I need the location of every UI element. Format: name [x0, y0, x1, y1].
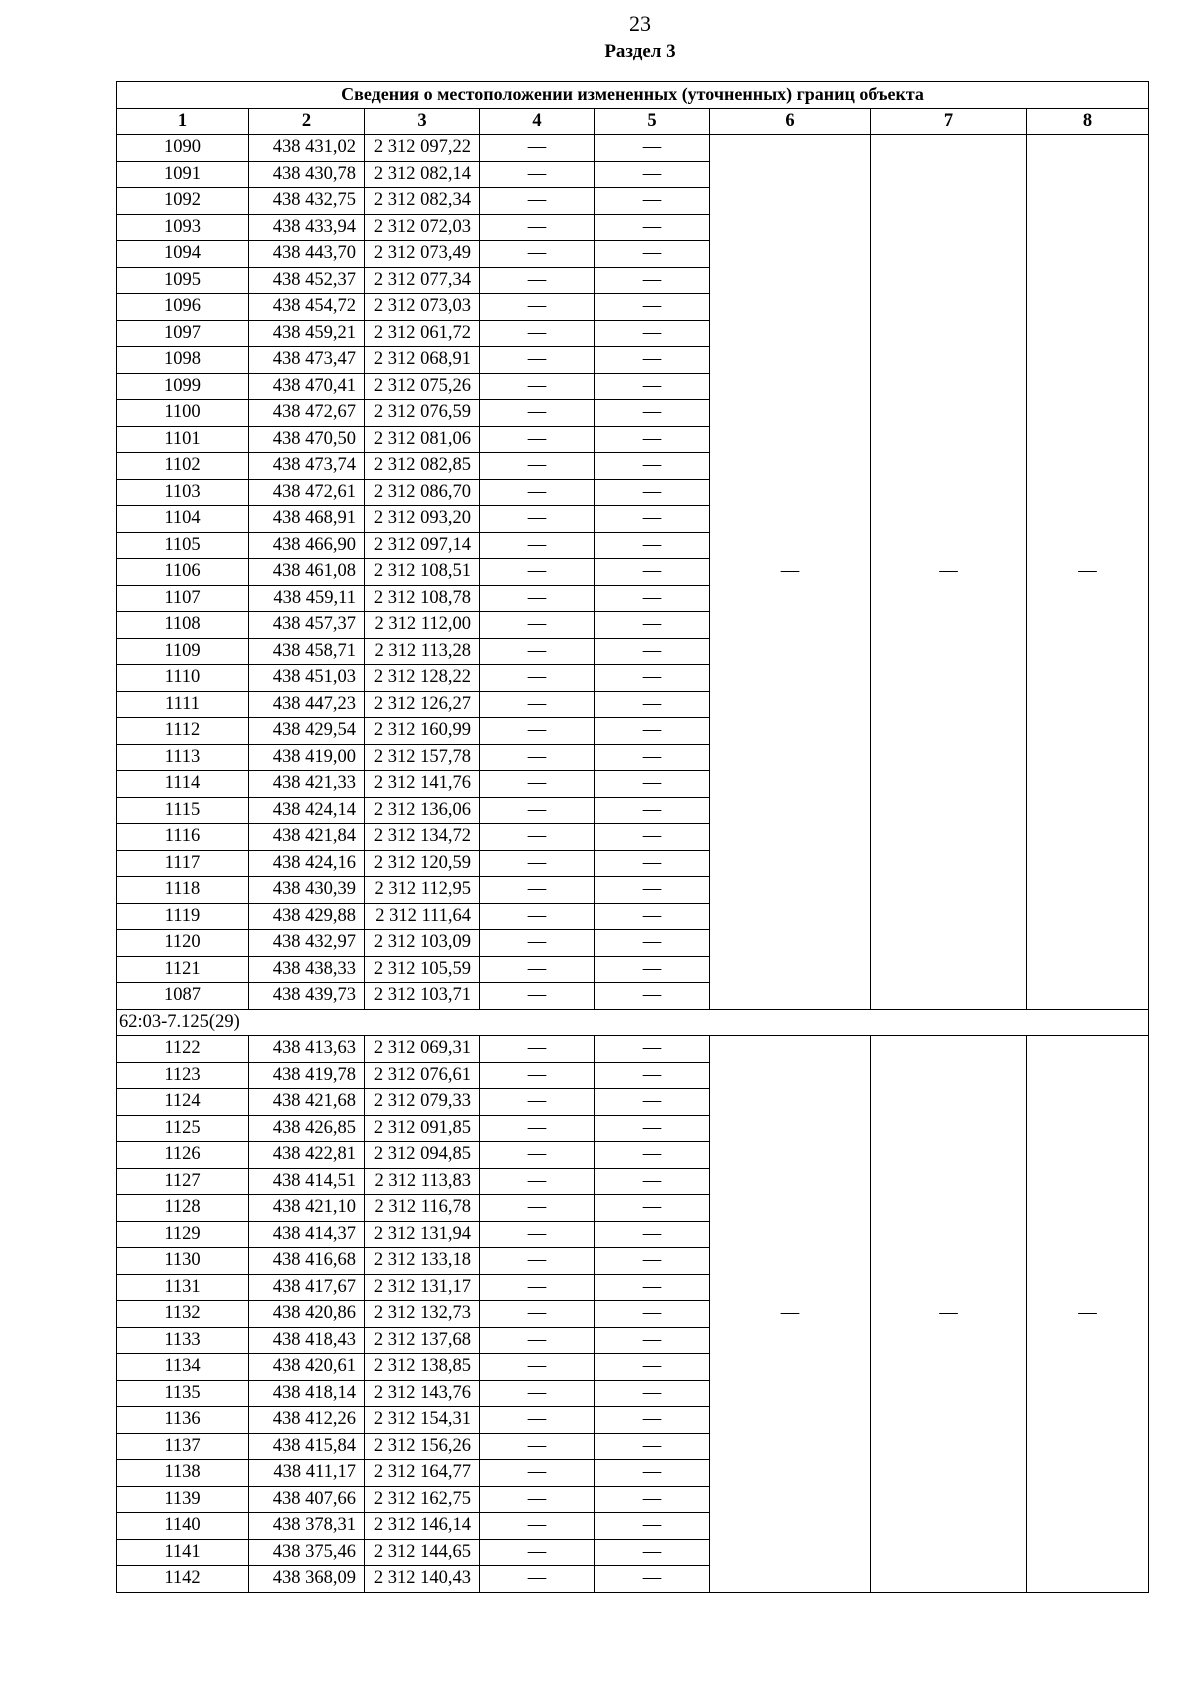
empty-value-dash: — [595, 665, 710, 692]
point-number: 1136 [117, 1407, 249, 1434]
merged-empty-value-dash: — [1027, 135, 1149, 1010]
coordinate-y: 2 312 103,71 [365, 983, 480, 1010]
coordinate-x: 438 421,33 [249, 771, 365, 798]
point-number: 1098 [117, 347, 249, 374]
coordinate-y: 2 312 134,72 [365, 824, 480, 851]
point-number: 1139 [117, 1486, 249, 1513]
coordinate-y: 2 312 073,49 [365, 241, 480, 268]
point-number: 1126 [117, 1142, 249, 1169]
empty-value-dash: — [595, 903, 710, 930]
point-number: 1107 [117, 585, 249, 612]
coordinate-y: 2 312 091,85 [365, 1115, 480, 1142]
coordinate-x: 438 431,02 [249, 135, 365, 162]
coordinate-x: 438 407,66 [249, 1486, 365, 1513]
coordinate-y: 2 312 131,17 [365, 1274, 480, 1301]
coordinate-x: 438 424,14 [249, 797, 365, 824]
empty-value-dash: — [595, 983, 710, 1010]
empty-value-dash: — [480, 1036, 595, 1063]
coordinate-x: 438 413,63 [249, 1036, 365, 1063]
coordinate-y: 2 312 143,76 [365, 1380, 480, 1407]
coordinate-y: 2 312 093,20 [365, 506, 480, 533]
coordinate-y: 2 312 113,83 [365, 1168, 480, 1195]
point-number: 1138 [117, 1460, 249, 1487]
coordinate-y: 2 312 154,31 [365, 1407, 480, 1434]
empty-value-dash: — [480, 1221, 595, 1248]
empty-value-dash: — [595, 585, 710, 612]
column-header: 3 [365, 108, 480, 135]
empty-value-dash: — [595, 506, 710, 533]
coordinate-x: 438 457,37 [249, 612, 365, 639]
empty-value-dash: — [480, 161, 595, 188]
coordinate-x: 438 433,94 [249, 214, 365, 241]
empty-value-dash: — [595, 877, 710, 904]
empty-value-dash: — [595, 612, 710, 639]
coordinate-y: 2 312 082,34 [365, 188, 480, 215]
empty-value-dash: — [595, 426, 710, 453]
empty-value-dash: — [595, 1036, 710, 1063]
empty-value-dash: — [480, 1354, 595, 1381]
point-number: 1121 [117, 956, 249, 983]
empty-value-dash: — [480, 585, 595, 612]
empty-value-dash: — [480, 1327, 595, 1354]
coordinate-y: 2 312 105,59 [365, 956, 480, 983]
coordinate-x: 438 414,37 [249, 1221, 365, 1248]
coordinate-x: 438 420,61 [249, 1354, 365, 1381]
empty-value-dash: — [480, 400, 595, 427]
point-number: 1109 [117, 638, 249, 665]
coordinate-y: 2 312 072,03 [365, 214, 480, 241]
coordinate-y: 2 312 116,78 [365, 1195, 480, 1222]
empty-value-dash: — [480, 612, 595, 639]
coordinate-y: 2 312 126,27 [365, 691, 480, 718]
coordinate-y: 2 312 156,26 [365, 1433, 480, 1460]
empty-value-dash: — [480, 1089, 595, 1116]
point-number: 1129 [117, 1221, 249, 1248]
coordinate-x: 438 429,88 [249, 903, 365, 930]
empty-value-dash: — [480, 956, 595, 983]
empty-value-dash: — [480, 241, 595, 268]
section-title: Раздел 3 [604, 41, 676, 62]
empty-value-dash: — [595, 1115, 710, 1142]
coordinate-x: 438 432,75 [249, 188, 365, 215]
table-row [117, 135, 1149, 162]
page-number: 23 [629, 11, 651, 36]
empty-value-dash: — [595, 400, 710, 427]
merged-empty-value-dash: — [871, 1036, 1027, 1593]
empty-value-dash: — [595, 214, 710, 241]
column-header: 7 [871, 108, 1027, 135]
column-header: 4 [480, 108, 595, 135]
coordinate-x: 438 447,23 [249, 691, 365, 718]
coordinate-y: 2 312 112,00 [365, 612, 480, 639]
empty-value-dash: — [480, 135, 595, 162]
coordinate-y: 2 312 137,68 [365, 1327, 480, 1354]
coordinate-y: 2 312 164,77 [365, 1460, 480, 1487]
empty-value-dash: — [595, 1460, 710, 1487]
coordinate-x: 438 426,85 [249, 1115, 365, 1142]
empty-value-dash: — [480, 1115, 595, 1142]
empty-value-dash: — [595, 1195, 710, 1222]
empty-value-dash: — [480, 1513, 595, 1540]
point-number: 1112 [117, 718, 249, 745]
empty-value-dash: — [595, 347, 710, 374]
point-number: 1115 [117, 797, 249, 824]
empty-value-dash: — [480, 1566, 595, 1593]
coordinate-x: 438 411,17 [249, 1460, 365, 1487]
coordinate-x: 438 432,97 [249, 930, 365, 957]
empty-value-dash: — [595, 1248, 710, 1275]
coordinate-y: 2 312 079,33 [365, 1089, 480, 1116]
empty-value-dash: — [480, 1486, 595, 1513]
coordinate-x: 438 430,39 [249, 877, 365, 904]
empty-value-dash: — [480, 506, 595, 533]
coordinate-y: 2 312 076,59 [365, 400, 480, 427]
coordinate-x: 438 416,68 [249, 1248, 365, 1275]
empty-value-dash: — [480, 1142, 595, 1169]
empty-value-dash: — [480, 559, 595, 586]
coordinate-y: 2 312 112,95 [365, 877, 480, 904]
column-number-row [117, 108, 1149, 135]
point-number: 1116 [117, 824, 249, 851]
coordinate-x: 438 421,84 [249, 824, 365, 851]
boundary-coordinates-table [116, 81, 1149, 1593]
empty-value-dash: — [595, 1142, 710, 1169]
empty-value-dash: — [480, 1460, 595, 1487]
parcel-number-label: 62:03-7.125(29) [117, 1009, 1149, 1036]
empty-value-dash: — [595, 1221, 710, 1248]
point-number: 1091 [117, 161, 249, 188]
coordinate-x: 438 451,03 [249, 665, 365, 692]
point-number: 1133 [117, 1327, 249, 1354]
empty-value-dash: — [595, 479, 710, 506]
empty-value-dash: — [480, 1433, 595, 1460]
empty-value-dash: — [480, 1539, 595, 1566]
empty-value-dash: — [595, 1089, 710, 1116]
column-header: 8 [1027, 108, 1149, 135]
table-row [117, 1036, 1149, 1063]
empty-value-dash: — [480, 347, 595, 374]
empty-value-dash: — [480, 983, 595, 1010]
coordinate-y: 2 312 120,59 [365, 850, 480, 877]
point-number: 1114 [117, 771, 249, 798]
coordinate-y: 2 312 138,85 [365, 1354, 480, 1381]
point-number: 1128 [117, 1195, 249, 1222]
point-number: 1111 [117, 691, 249, 718]
coordinate-x: 438 472,67 [249, 400, 365, 427]
coordinate-y: 2 312 160,99 [365, 718, 480, 745]
coordinate-y: 2 312 144,65 [365, 1539, 480, 1566]
coordinate-x: 438 378,31 [249, 1513, 365, 1540]
point-number: 1094 [117, 241, 249, 268]
empty-value-dash: — [480, 850, 595, 877]
coordinate-y: 2 312 068,91 [365, 347, 480, 374]
coordinate-y: 2 312 108,78 [365, 585, 480, 612]
point-number: 1099 [117, 373, 249, 400]
point-number: 1087 [117, 983, 249, 1010]
table-caption: Сведения о местоположении измененных (уточненных) границ объекта [117, 82, 1149, 109]
point-number: 1106 [117, 559, 249, 586]
coordinate-y: 2 312 108,51 [365, 559, 480, 586]
point-number: 1118 [117, 877, 249, 904]
point-number: 1137 [117, 1433, 249, 1460]
column-header: 2 [249, 108, 365, 135]
empty-value-dash: — [595, 453, 710, 480]
point-number: 1110 [117, 665, 249, 692]
coordinate-y: 2 312 136,06 [365, 797, 480, 824]
coordinate-x: 438 419,00 [249, 744, 365, 771]
coordinate-x: 438 458,71 [249, 638, 365, 665]
point-number: 1103 [117, 479, 249, 506]
empty-value-dash: — [480, 1407, 595, 1434]
empty-value-dash: — [595, 956, 710, 983]
empty-value-dash: — [480, 1380, 595, 1407]
empty-value-dash: — [595, 559, 710, 586]
coordinate-x: 438 417,67 [249, 1274, 365, 1301]
coordinate-y: 2 312 140,43 [365, 1566, 480, 1593]
point-number: 1124 [117, 1089, 249, 1116]
coordinate-y: 2 312 111,64 [365, 903, 480, 930]
coordinate-x: 438 375,46 [249, 1539, 365, 1566]
coordinate-x: 438 414,51 [249, 1168, 365, 1195]
empty-value-dash: — [595, 241, 710, 268]
empty-value-dash: — [480, 797, 595, 824]
empty-value-dash: — [480, 214, 595, 241]
coordinate-y: 2 312 131,94 [365, 1221, 480, 1248]
empty-value-dash: — [595, 1486, 710, 1513]
empty-value-dash: — [480, 665, 595, 692]
coordinate-y: 2 312 076,61 [365, 1062, 480, 1089]
empty-value-dash: — [480, 638, 595, 665]
point-number: 1141 [117, 1539, 249, 1566]
point-number: 1132 [117, 1301, 249, 1328]
point-number: 1097 [117, 320, 249, 347]
coordinate-x: 438 368,09 [249, 1566, 365, 1593]
empty-value-dash: — [480, 1274, 595, 1301]
coordinate-y: 2 312 069,31 [365, 1036, 480, 1063]
empty-value-dash: — [480, 479, 595, 506]
empty-value-dash: — [480, 532, 595, 559]
coordinate-y: 2 312 097,22 [365, 135, 480, 162]
empty-value-dash: — [595, 824, 710, 851]
empty-value-dash: — [480, 267, 595, 294]
coordinate-y: 2 312 133,18 [365, 1248, 480, 1275]
coordinate-x: 438 468,91 [249, 506, 365, 533]
empty-value-dash: — [480, 744, 595, 771]
point-number: 1113 [117, 744, 249, 771]
coordinate-x: 438 472,61 [249, 479, 365, 506]
empty-value-dash: — [480, 188, 595, 215]
merged-empty-value-dash: — [710, 1036, 871, 1593]
point-number: 1117 [117, 850, 249, 877]
empty-value-dash: — [480, 930, 595, 957]
coordinate-y: 2 312 073,03 [365, 294, 480, 321]
empty-value-dash: — [595, 1433, 710, 1460]
empty-value-dash: — [480, 453, 595, 480]
coordinate-y: 2 312 146,14 [365, 1513, 480, 1540]
coordinate-x: 438 412,26 [249, 1407, 365, 1434]
coordinate-x: 438 459,21 [249, 320, 365, 347]
empty-value-dash: — [595, 1327, 710, 1354]
empty-value-dash: — [595, 797, 710, 824]
coordinate-y: 2 312 157,78 [365, 744, 480, 771]
point-number: 1119 [117, 903, 249, 930]
point-number: 1125 [117, 1115, 249, 1142]
empty-value-dash: — [595, 1513, 710, 1540]
empty-value-dash: — [480, 320, 595, 347]
empty-value-dash: — [595, 718, 710, 745]
coordinate-x: 438 461,08 [249, 559, 365, 586]
empty-value-dash: — [480, 691, 595, 718]
coordinate-x: 438 419,78 [249, 1062, 365, 1089]
coordinate-x: 438 424,16 [249, 850, 365, 877]
point-number: 1101 [117, 426, 249, 453]
coordinate-y: 2 312 113,28 [365, 638, 480, 665]
merged-empty-value-dash: — [871, 135, 1027, 1010]
coordinate-y: 2 312 086,70 [365, 479, 480, 506]
empty-value-dash: — [480, 1195, 595, 1222]
coordinate-y: 2 312 162,75 [365, 1486, 480, 1513]
table-body [117, 135, 1149, 1593]
point-number: 1122 [117, 1036, 249, 1063]
point-number: 1130 [117, 1248, 249, 1275]
empty-value-dash: — [480, 294, 595, 321]
coordinate-x: 438 429,54 [249, 718, 365, 745]
coordinate-x: 438 473,74 [249, 453, 365, 480]
empty-value-dash: — [480, 877, 595, 904]
empty-value-dash: — [595, 1168, 710, 1195]
empty-value-dash: — [595, 267, 710, 294]
coordinate-x: 438 439,73 [249, 983, 365, 1010]
point-number: 1134 [117, 1354, 249, 1381]
empty-value-dash: — [595, 850, 710, 877]
coordinate-y: 2 312 081,06 [365, 426, 480, 453]
coordinate-x: 438 470,50 [249, 426, 365, 453]
empty-value-dash: — [480, 1301, 595, 1328]
coordinate-y: 2 312 082,14 [365, 161, 480, 188]
point-number: 1131 [117, 1274, 249, 1301]
coordinate-x: 438 421,68 [249, 1089, 365, 1116]
coordinate-y: 2 312 097,14 [365, 532, 480, 559]
coordinate-x: 438 443,70 [249, 241, 365, 268]
empty-value-dash: — [480, 824, 595, 851]
coordinate-x: 438 452,37 [249, 267, 365, 294]
coordinate-x: 438 415,84 [249, 1433, 365, 1460]
point-number: 1120 [117, 930, 249, 957]
empty-value-dash: — [595, 1274, 710, 1301]
coordinate-y: 2 312 077,34 [365, 267, 480, 294]
merged-empty-value-dash: — [710, 135, 871, 1010]
coordinate-y: 2 312 075,26 [365, 373, 480, 400]
empty-value-dash: — [595, 320, 710, 347]
empty-value-dash: — [595, 1380, 710, 1407]
empty-value-dash: — [595, 1407, 710, 1434]
empty-value-dash: — [480, 903, 595, 930]
empty-value-dash: — [480, 1168, 595, 1195]
empty-value-dash: — [595, 930, 710, 957]
empty-value-dash: — [480, 1062, 595, 1089]
coordinate-x: 438 418,14 [249, 1380, 365, 1407]
coordinate-y: 2 312 082,85 [365, 453, 480, 480]
empty-value-dash: — [595, 294, 710, 321]
point-number: 1100 [117, 400, 249, 427]
empty-value-dash: — [595, 744, 710, 771]
point-number: 1102 [117, 453, 249, 480]
coordinate-x: 438 418,43 [249, 1327, 365, 1354]
coordinate-x: 438 438,33 [249, 956, 365, 983]
point-number: 1095 [117, 267, 249, 294]
empty-value-dash: — [480, 1248, 595, 1275]
point-number: 1096 [117, 294, 249, 321]
coordinate-x: 438 459,11 [249, 585, 365, 612]
coordinate-y: 2 312 141,76 [365, 771, 480, 798]
point-number: 1135 [117, 1380, 249, 1407]
empty-value-dash: — [480, 718, 595, 745]
coordinate-x: 438 454,72 [249, 294, 365, 321]
point-number: 1108 [117, 612, 249, 639]
empty-value-dash: — [595, 638, 710, 665]
coordinate-y: 2 312 132,73 [365, 1301, 480, 1328]
empty-value-dash: — [595, 1301, 710, 1328]
coordinate-x: 438 421,10 [249, 1195, 365, 1222]
column-header: 1 [117, 108, 249, 135]
group-label-row [117, 1009, 1149, 1036]
coordinate-y: 2 312 128,22 [365, 665, 480, 692]
empty-value-dash: — [595, 1062, 710, 1089]
empty-value-dash: — [595, 135, 710, 162]
empty-value-dash: — [595, 1354, 710, 1381]
empty-value-dash: — [595, 691, 710, 718]
coordinate-x: 438 430,78 [249, 161, 365, 188]
point-number: 1123 [117, 1062, 249, 1089]
empty-value-dash: — [595, 771, 710, 798]
empty-value-dash: — [595, 373, 710, 400]
point-number: 1140 [117, 1513, 249, 1540]
coordinate-x: 438 466,90 [249, 532, 365, 559]
column-header: 5 [595, 108, 710, 135]
coordinate-y: 2 312 103,09 [365, 930, 480, 957]
point-number: 1104 [117, 506, 249, 533]
point-number: 1090 [117, 135, 249, 162]
coordinate-y: 2 312 094,85 [365, 1142, 480, 1169]
empty-value-dash: — [480, 771, 595, 798]
empty-value-dash: — [595, 161, 710, 188]
point-number: 1142 [117, 1566, 249, 1593]
empty-value-dash: — [480, 373, 595, 400]
column-header: 6 [710, 108, 871, 135]
point-number: 1105 [117, 532, 249, 559]
empty-value-dash: — [595, 1566, 710, 1593]
coordinate-x: 438 470,41 [249, 373, 365, 400]
coordinate-y: 2 312 061,72 [365, 320, 480, 347]
empty-value-dash: — [595, 532, 710, 559]
coordinate-x: 438 422,81 [249, 1142, 365, 1169]
point-number: 1092 [117, 188, 249, 215]
point-number: 1093 [117, 214, 249, 241]
point-number: 1127 [117, 1168, 249, 1195]
empty-value-dash: — [595, 188, 710, 215]
coordinate-x: 438 473,47 [249, 347, 365, 374]
merged-empty-value-dash: — [1027, 1036, 1149, 1593]
empty-value-dash: — [480, 426, 595, 453]
coordinate-x: 438 420,86 [249, 1301, 365, 1328]
empty-value-dash: — [595, 1539, 710, 1566]
